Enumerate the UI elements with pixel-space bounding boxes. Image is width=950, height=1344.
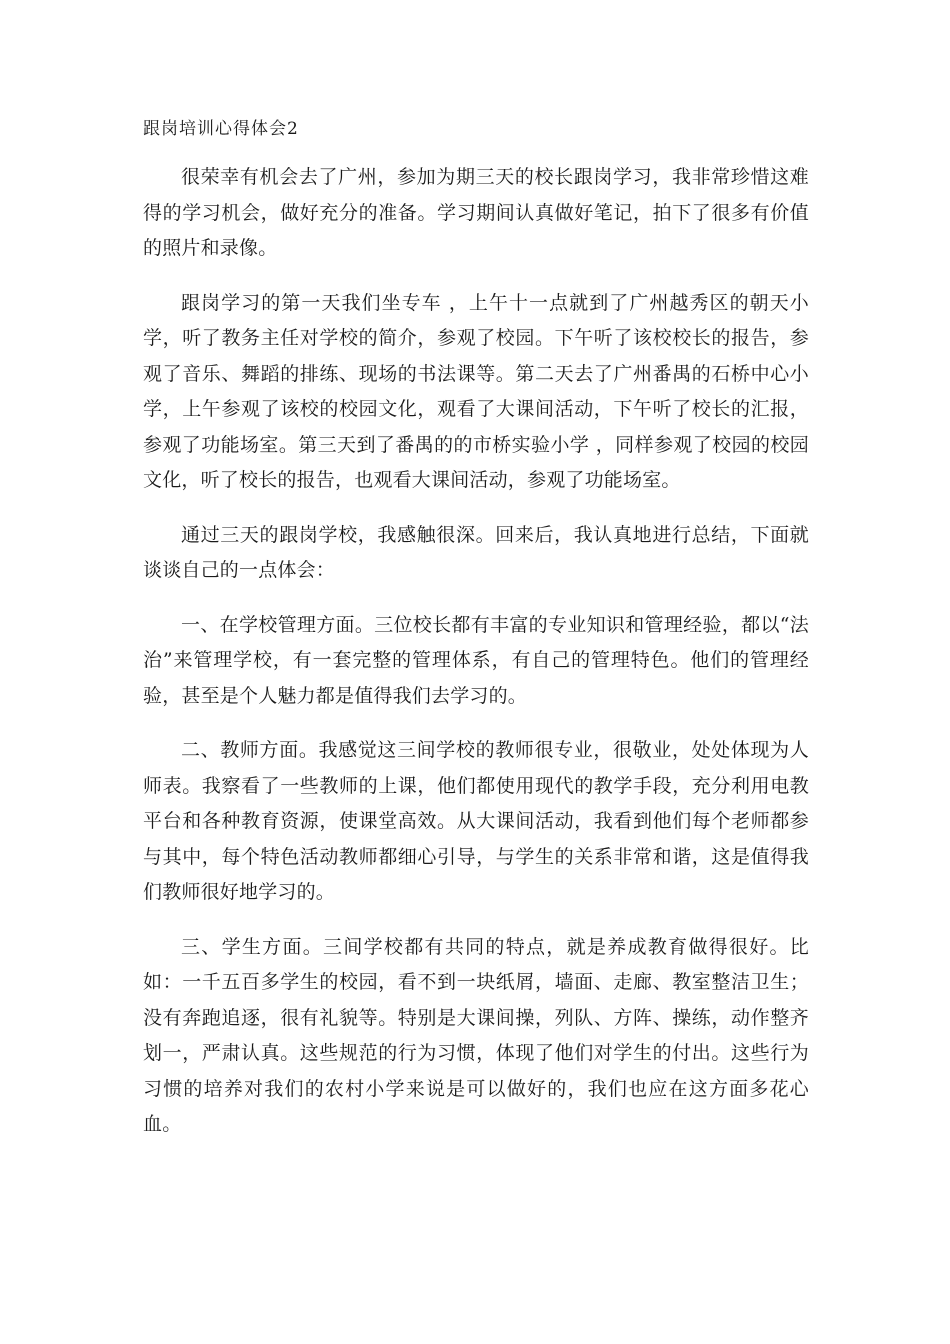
document-title: 跟岗培训心得体会2 (143, 119, 299, 139)
paragraph-intro: 很荣幸有机会去了广州，参加为期三天的校长跟岗学习，我非常珍惜这难得的学习机会，做好充分的准备。学习期间认真做好笔记，拍下了很多有价值的照片和录像。 (143, 166, 809, 259)
paragraph-teachers: 二、教师方面。我感觉这三间学校的教师很专业，很敬业，处处体现为人师表。我察看了一些教师的上课，他们都使用现代的教学手段，充分利用电教平台和各种教育资源，使课堂高效。从大课间活动，我看到他们每个老师都参与其中，每个特色活动教师都细心引导，与学生的关系非常和谐，这是值得我们教师很好地学习的。 (143, 739, 809, 903)
paragraph-management: 一、在学校管理方面。三位校长都有丰富的专业知识和管理经验，都以“法治”来管理学校，有一套完整的管理体系，有自己的管理特色。他们的管理经验，甚至是个人魅力都是值得我们去学习的。 (143, 613, 809, 707)
paragraph-summary-lead: 通过三天的跟岗学校，我感触很深。回来后，我认真地进行总结，下面就谈谈自己的一点体会： (143, 523, 809, 581)
paragraph-students: 三、学生方面。三间学校都有共同的特点，就是养成教育做得很好。比如：一千五百多学生的校园，看不到一块纸屑，墙面、走廊、教室整洁卫生；没有奔跑追逐，很有礼貌等。特别是大课间操，列队、方阵、操练，动作整齐划一，严肃认真。这些规范的行为习惯，体现了他们对学生的付出。这些行为习惯的培养对我们的农村小学来说是可以做好的，我们也应在这方面多花心血。 (143, 935, 809, 1135)
document-body (143, 160, 809, 1162)
paragraph-schedule: 跟岗学习的第一天我们坐专车 ，上午十一点就到了广州越秀区的朝天小学，听了教务主任对学校的简介，参观了校园。下午听了该校校长的报告，参观了音乐、舞蹈的排练、现场的书法课等。第二天去了广州番禺的石桥中心小学，上午参观了该校的校园文化，观看了大课间活动，下午听了校长的汇报，参观了功能场室。第三天到了番禺的的市桥实验小学 ，同样参观了校园的校园文化，听了校长的报告，也观看大课间活动，参观了功能场室。 (143, 291, 809, 491)
